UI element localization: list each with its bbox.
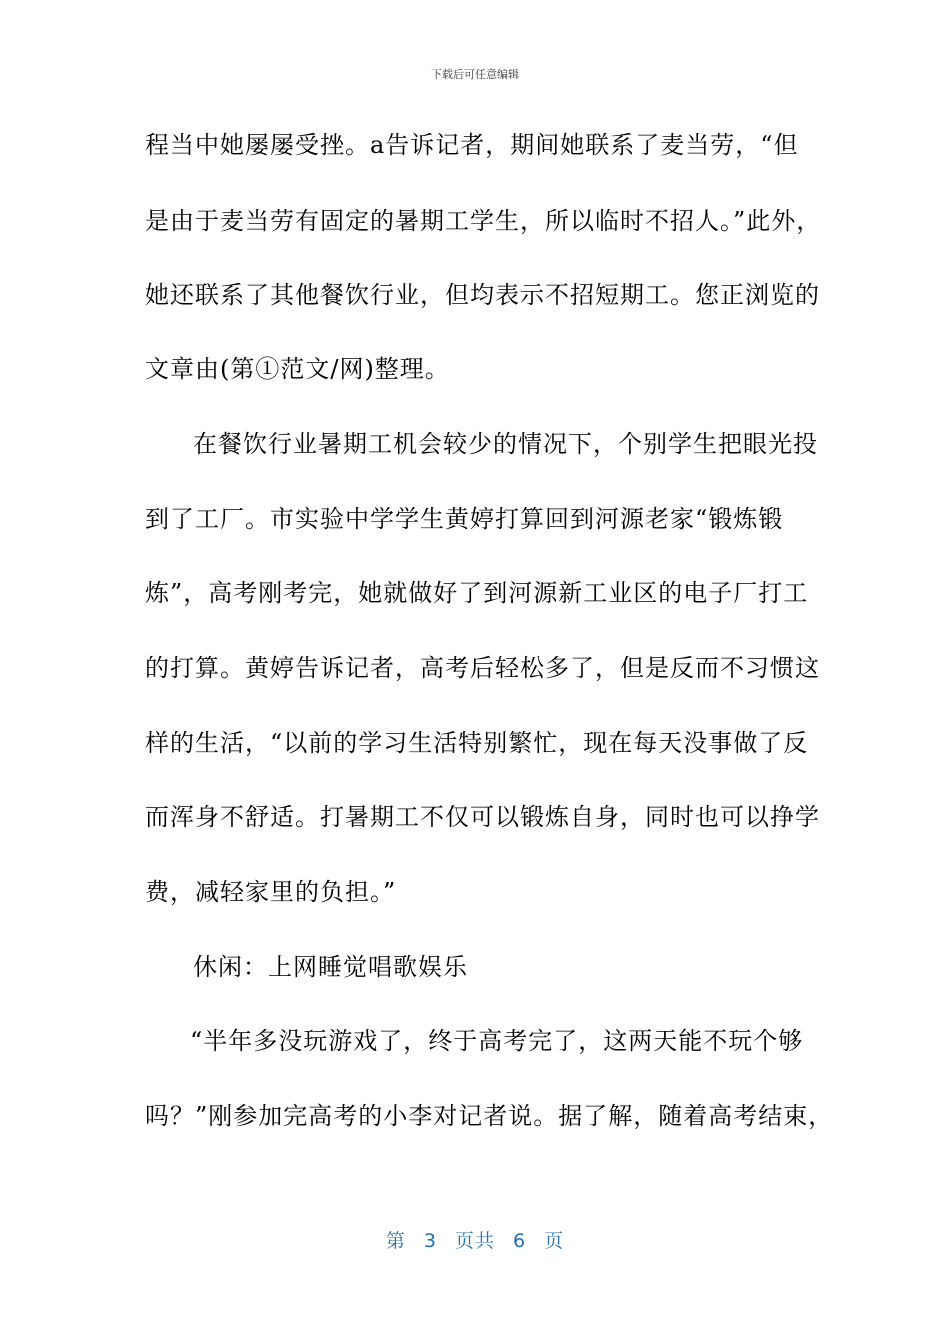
body-line: 她还联系了其他餐饮行业，但均表示不招短期工。您正浏览的 <box>145 281 820 309</box>
body-line: 是由于麦当劳有固定的暑期工学生，所以临时不招人。”此外， <box>145 207 822 235</box>
body-line: 在餐饮行业暑期工机会较少的情况下，个别学生把眼光投 <box>193 430 818 458</box>
total-pages-number: 6 <box>513 1230 527 1252</box>
page-footer <box>0 1226 950 1253</box>
body-line: “半年多没玩游戏了，终于高考完了，这两天能不玩个够 <box>190 1027 804 1055</box>
page-prefix: 第 <box>385 1230 406 1252</box>
page-suffix: 页 <box>544 1230 565 1252</box>
body-line: 吗？”刚参加完高考的小李对记者说。据了解，随着高考结束， <box>145 1102 834 1130</box>
body-line: 到了工厂。市实验中学学生黄婷打算回到河源老家“锻炼锻 <box>145 505 784 533</box>
section-heading: 休闲：上网睡觉唱歌娱乐 <box>193 953 468 981</box>
page-middle: 页共 <box>454 1230 495 1252</box>
body-line: 文章由(第①范文/网)整理。 <box>145 355 450 383</box>
body-line: 而浑身不舒适。打暑期工不仅可以锻炼自身，同时也可以挣学 <box>145 803 820 831</box>
body-line: 费，减轻家里的负担。” <box>145 878 397 906</box>
header-note: 下载后可任意编辑 <box>431 68 519 81</box>
body-line: 的打算。黄婷告诉记者，高考后轻松多了，但是反而不习惯这 <box>145 654 820 682</box>
current-page-number: 3 <box>423 1230 437 1252</box>
body-line: 程当中她屡屡受挫。a告诉记者，期间她联系了麦当劳，“但 <box>145 131 799 159</box>
body-line: 炼”，高考刚考完，她就做好了到河源新工业区的电子厂打工 <box>145 579 809 607</box>
body-line: 样的生活，“以前的学习生活特别繁忙，现在每天没事做了反 <box>145 729 809 757</box>
